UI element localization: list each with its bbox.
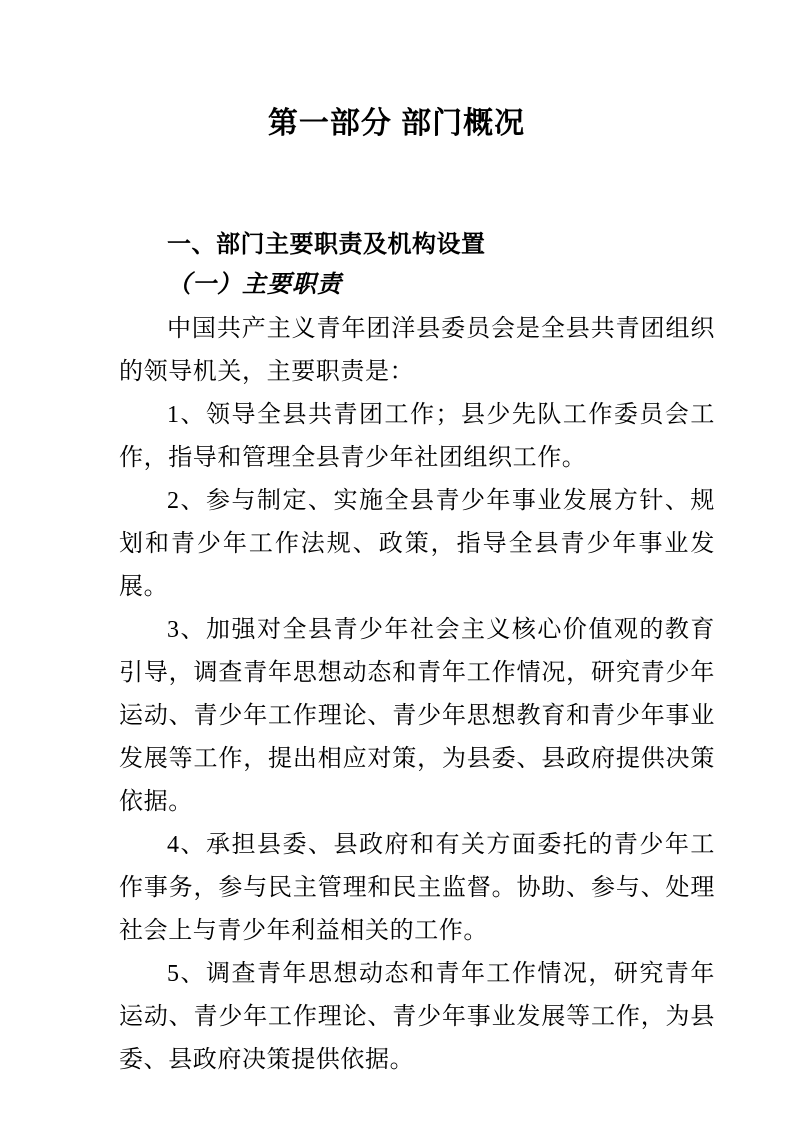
page-title: 第一部分 部门概况: [267, 107, 526, 140]
paragraph-duty-4: 4、承担县委、县政府和有关方面委托的青少年工作事务，参与民主管理和民主监督。协助、参与、处理社会上与青少年利益相关的工作。: [119, 832, 715, 944]
body-text: [119, 308, 715, 1082]
paragraph-duty-2: 2、参与制定、实施全县青少年事业发展方针、规划和青少年工作法规、政策，指导全县青少年事业发展。: [119, 488, 715, 600]
paragraph-duty-5: 5、调查青年思想动态和青年工作情况，研究青年运动、青少年工作理论、青少年事业发展等工作，为县委、县政府决策提供依据。: [119, 961, 715, 1073]
paragraph-intro: 中国共产主义青年团洋县委员会是全县共青团组织的领导机关，主要职责是：: [119, 316, 715, 385]
section-heading: 一、部门主要职责及机构设置: [167, 231, 486, 258]
document-content: [119, 230, 715, 1082]
subsection-heading: （一）主要职责: [167, 272, 342, 298]
paragraph-duty-3: 3、加强对全县青少年社会主义核心价值观的教育引导，调查青年思想动态和青年工作情况，研究青少年运动、青少年工作理论、青少年思想教育和青少年事业发展等工作，提出相应对策，为县委、县政府提供决策依据。: [119, 617, 715, 815]
paragraph-duty-1: 1、领导全县共青团工作；县少先队工作委员会工作，指导和管理全县青少年社团组织工作。: [119, 402, 715, 471]
